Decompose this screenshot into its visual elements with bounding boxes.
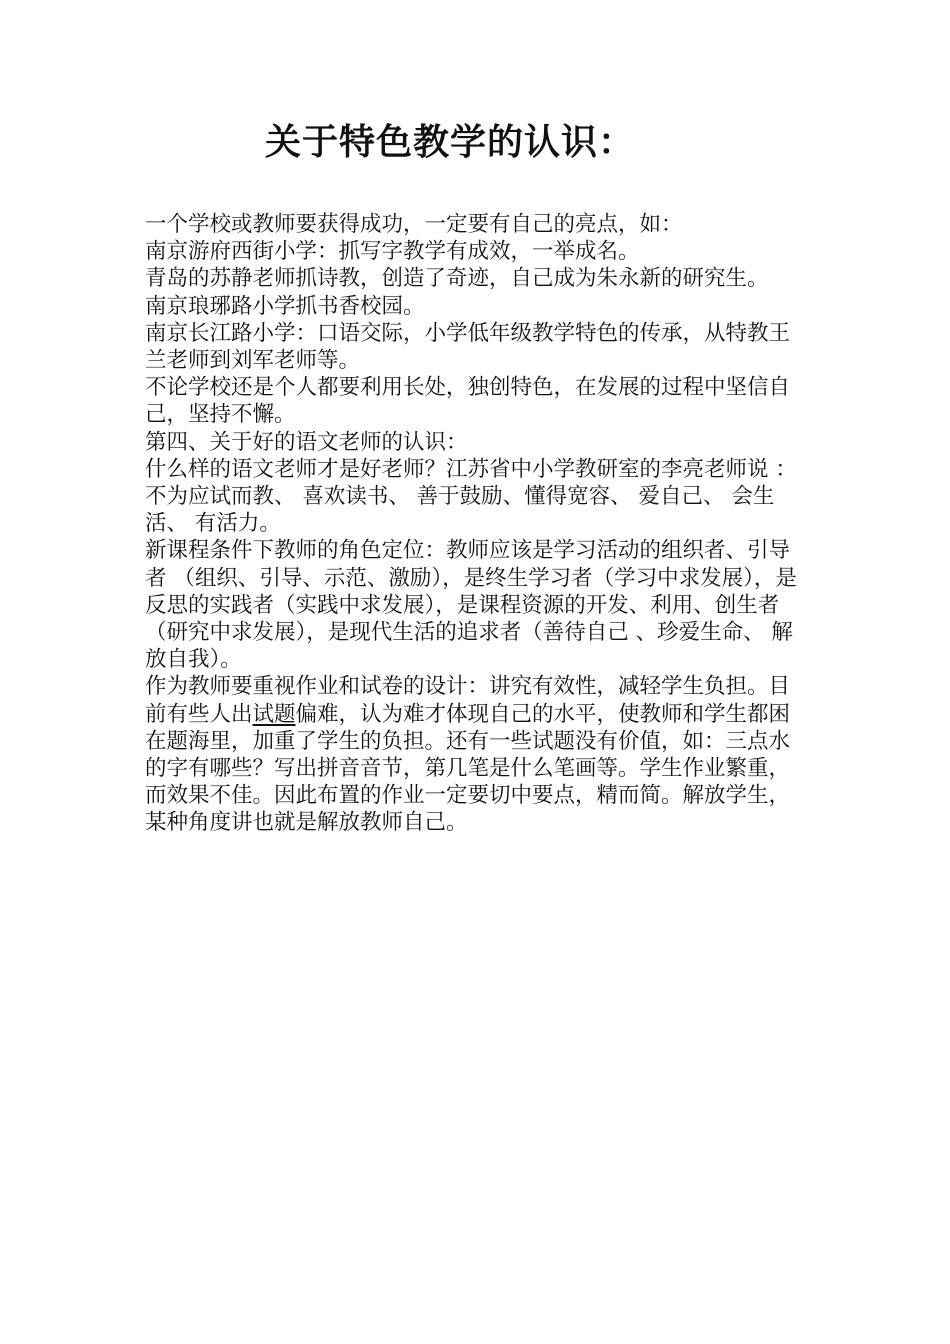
- paragraph: 不论学校还是个人都要利用长处，独创特色，在发展的过程中坚信自己，坚持不懈。: [145, 375, 791, 428]
- document-body: [145, 211, 810, 837]
- underlined-term: 试题: [252, 701, 296, 727]
- paragraph: 新课程条件下教师的角色定位：教师应该是学习活动的组织者、引导者 （组织、引导、示范、激励），是终生学习者（学习中求发展），是反思的实践者（实践中求发展），是课程资源的开发、利用、创生者 （研究中求发展），是现代生活的追求者（善待自己 、珍爱生命、 解放自我）。: [145, 538, 797, 673]
- paragraph: 南京长江路小学：口语交际，小学低年级教学特色的传承，从特教王兰老师到刘军老师等。: [145, 320, 791, 374]
- document-title: 关于特色教学的认识：: [264, 121, 635, 163]
- paragraph: 什么样的语文老师才是好老师？江苏省中小学教研室的李亮老师说 ：不为应试而教、 喜欢读书、 善于鼓励、懂得宽容、 爱自己、 会生活、 有活力。: [145, 456, 797, 537]
- paragraph-text-before: 作为教师要重视作业和试卷的设计：讲究有效性，减轻学生负担。目前有些人出: [145, 674, 791, 727]
- paragraph: 南京游府西街小学：抓写字教学有成效，一举成名。: [145, 239, 640, 265]
- paragraph-last: [145, 673, 810, 836]
- paragraph: 一个学校或教师要获得成功，一定要有自己的亮点，如：: [145, 212, 683, 237]
- paragraph: 青岛的苏静老师抓诗教，创造了奇迹，自己成为朱永新的研究生。: [145, 266, 769, 292]
- paragraph: 南京琅琊路小学抓书香校园。: [145, 293, 425, 319]
- section-heading: 第四、关于好的语文老师的认识：: [145, 429, 468, 455]
- paragraph-text-after: 偏难，认为难才体现自己的水平，使教师和学生都困在题海里，加重了学生的负担。还有一些试题没有价值，如：三点水的字有哪些？写出拼音音节，第几笔是什么笔画等。学生作业繁重，而效果不佳。因此布置的作业一定要切中要点，精而简。解放学生，某种角度讲也就是解放教师自己。: [145, 701, 791, 836]
